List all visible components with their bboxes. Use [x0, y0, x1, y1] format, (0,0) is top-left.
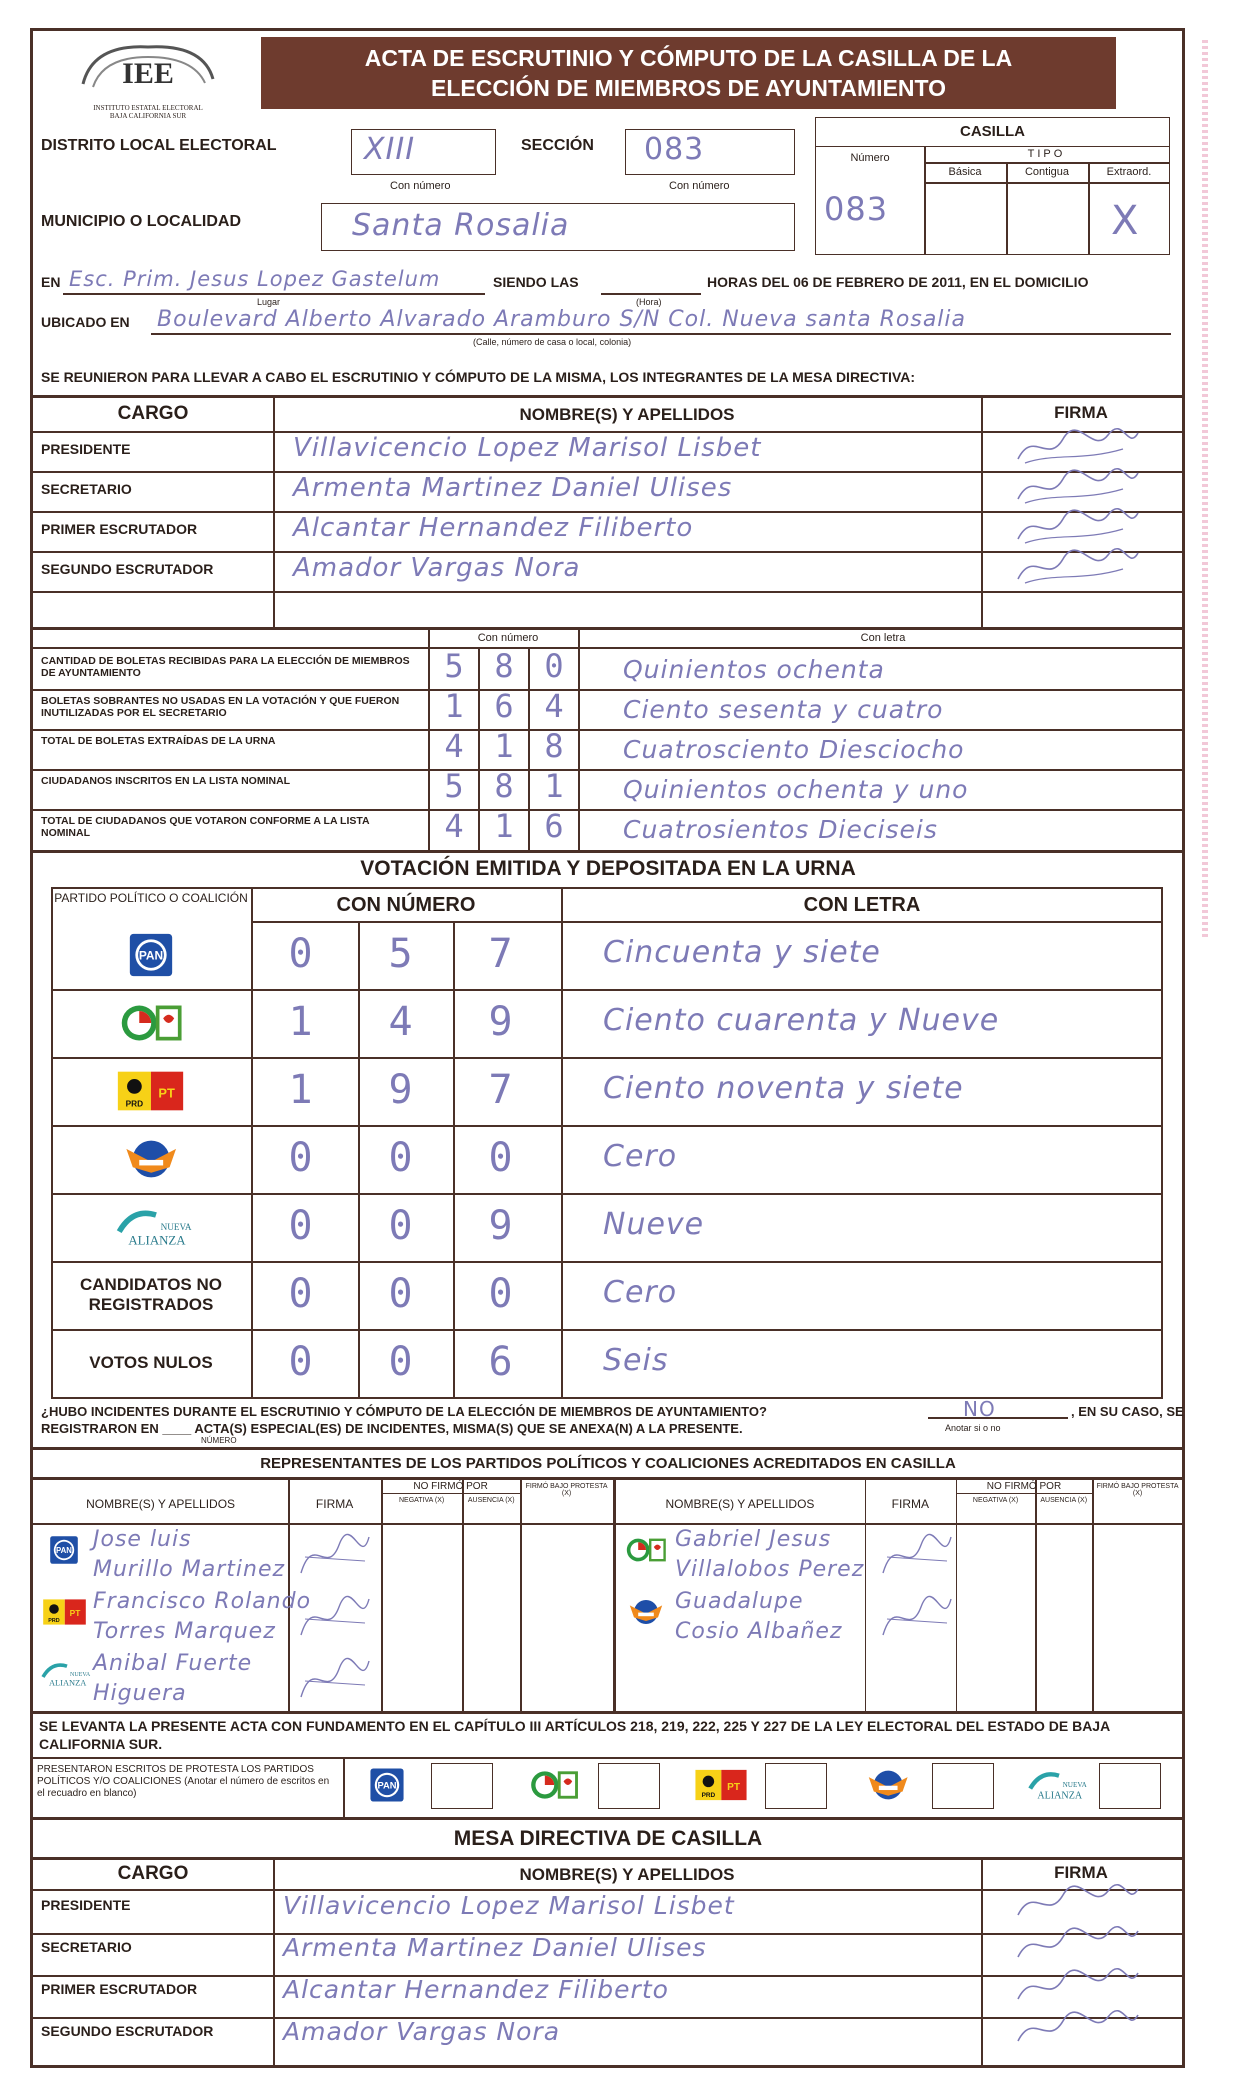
title-line2: ELECCIÓN DE MIEMBROS DE AYUNTAMIENTO [431, 75, 946, 101]
protesta-text: PRESENTARON ESCRITOS DE PROTESTA LOS PARTIDOS POLÍTICOS Y/O COALICIONES (Anotar el número de escritos en el recuadro en blanco) [37, 1764, 330, 1799]
rep-signature-icon [877, 1527, 957, 1588]
rep-nombre-1[interactable]: Gabriel Jesus [675, 1527, 832, 1552]
extraord-mark[interactable]: X [1111, 198, 1140, 244]
votacion-digit[interactable]: 1 [288, 999, 313, 1045]
pan-logo-icon [351, 1767, 423, 1803]
rep-signature-icon [295, 1527, 375, 1588]
votacion-digit[interactable]: 9 [488, 999, 513, 1045]
rep-nombre-h: NOMBRE(S) Y APELLIDOS [665, 1497, 815, 1511]
rep-signature-icon [295, 1589, 375, 1650]
boletas-digit[interactable]: 5 [444, 647, 464, 685]
security-microprint [1202, 40, 1208, 940]
signature-icon [1013, 545, 1143, 594]
svg-text:PAN: PAN [56, 1546, 72, 1555]
pri-verde-logo-icon [110, 1000, 193, 1046]
votacion-letra[interactable]: Cero [603, 1139, 678, 1174]
mesa-bottom-nombre[interactable]: Villavicencio Lopez Marisol Lisbet [283, 1891, 735, 1920]
mesa-top-cargo: PRESIDENTE [41, 441, 131, 457]
rep-nombre-2[interactable]: Villalobos Perez [675, 1557, 865, 1582]
votacion-digit[interactable]: 7 [488, 931, 513, 977]
rep-nombre-2[interactable]: Murillo Martinez [93, 1557, 286, 1582]
convergencia-logo-icon [110, 1136, 193, 1182]
rep-no-firmo-h: NO FIRMÓ POR [986, 1481, 1062, 1492]
rep-nombre-1[interactable]: Francisco Rolando [93, 1589, 312, 1614]
municipio-field[interactable] [321, 203, 795, 251]
svg-text:NUEVA: NUEVA [1062, 1781, 1087, 1790]
boletas-digit[interactable]: 1 [544, 767, 564, 805]
basica-label: Básica [948, 166, 982, 178]
boletas-label: TOTAL DE CIUDADANOS QUE VOTARON CONFORME A LA LISTA NOMINAL [41, 815, 370, 839]
protesta-count-box[interactable] [1099, 1763, 1161, 1809]
incidentes-line1: ¿HUBO INCIDENTES DURANTE EL ESCRUTINIO Y CÓMPUTO DE LA ELECCIÓN DE MIEMBROS DE AYUNTAMIENTO? [41, 1404, 767, 1419]
votacion-partido [51, 921, 251, 989]
rep-nombre-2[interactable]: Cosio Albañez [675, 1619, 843, 1644]
incidentes-line1-end: , EN SU CASO, SE [1071, 1404, 1184, 1419]
votacion-digit[interactable]: 9 [388, 1067, 413, 1113]
boletas-letra[interactable]: Cuatrosientos Dieciseis [623, 815, 938, 844]
acta-form [30, 28, 1185, 2068]
mesa-top-cargo: PRIMER ESCRUTADOR [41, 521, 198, 537]
votacion-partido [51, 1125, 251, 1193]
rep-nombre-2[interactable]: Torres Marquez [93, 1619, 276, 1644]
rep-firma-h: FIRMA [891, 1497, 930, 1511]
votacion-partido [51, 989, 251, 1057]
votacion-digit[interactable]: 0 [288, 1271, 313, 1317]
boletas-numero-h: Con número [477, 632, 539, 644]
logo-text: IEE [122, 57, 174, 90]
votacion-digit[interactable]: 4 [388, 999, 413, 1045]
institute-line1: INSTITUTO ESTATAL ELECTORAL [93, 104, 203, 112]
mesa-bottom-nombre[interactable]: Armenta Martinez Daniel Ulises [283, 1933, 707, 1962]
mesa-top-nombre[interactable]: Armenta Martinez Daniel Ulises [293, 473, 733, 503]
mesa-bottom-nombre[interactable]: Amador Vargas Nora [283, 2017, 561, 2046]
svg-text:PRD: PRD [701, 1792, 716, 1800]
votacion-letra[interactable]: Ciento cuarenta y Nueve [603, 1003, 1000, 1038]
pri-verde-logo-icon [518, 1767, 590, 1803]
votacion-digit[interactable]: 0 [388, 1203, 413, 1249]
svg-text:PT: PT [69, 1608, 80, 1619]
votacion-digit[interactable]: 5 [388, 931, 413, 977]
mesa-bottom-title: MESA DIRECTIVA DE CASILLA [453, 1827, 763, 1850]
rep-ausencia-h: AUSENCIA (X) [467, 1497, 515, 1504]
boletas-letra[interactable]: Quinientos ochenta [623, 655, 885, 684]
prd-pt-logo-icon [35, 1597, 93, 1627]
rep-nombre-1[interactable]: Guadalupe [675, 1589, 804, 1614]
rep-protesta-h: FIRMÓ BAJO PROTESTA (X) [525, 1483, 608, 1497]
distrito-value: XIII [364, 132, 416, 167]
votacion-digit[interactable]: 0 [288, 1135, 313, 1181]
votacion-digit[interactable]: 0 [288, 1339, 313, 1385]
nueva-alianza-logo-icon [110, 1204, 193, 1250]
votacion-letra[interactable]: Cero [603, 1275, 678, 1310]
rep-no-firmo-h: NO FIRMÓ POR [413, 1481, 488, 1492]
votacion-title: VOTACIÓN EMITIDA Y DEPOSITADA EN LA URNA [360, 857, 856, 880]
seccion-label: SECCIÓN [521, 137, 594, 154]
rep-signature-icon [877, 1589, 957, 1650]
svg-text:PT: PT [727, 1782, 741, 1794]
boletas-digit[interactable]: 8 [494, 767, 514, 805]
incidentes-numero-hint: NÚMERO [201, 1436, 237, 1445]
votacion-numero-h: CON NÚMERO [336, 894, 476, 916]
incidentes-answer[interactable]: NO [963, 1397, 996, 1421]
votacion-digit[interactable]: 9 [488, 1203, 513, 1249]
boletas-digit[interactable]: 6 [544, 807, 564, 845]
fundamento-text: SE LEVANTA LA PRESENTE ACTA CON FUNDAMENTO EN EL CAPÍTULO III ARTÍCULOS 218, 219, 222, 225 Y 227 DE LA LEY ELECTORAL DEL ESTADO DE BAJA CALIFORNIA SUR. [39, 1718, 1110, 1752]
boletas-letra[interactable]: Cuatrosciento Diesciocho [623, 735, 965, 764]
seccion-field[interactable] [625, 129, 795, 175]
lugar-value[interactable]: Esc. Prim. Jesus Lopez Gastelum [69, 267, 441, 291]
form-title [261, 37, 1116, 109]
boletas-digit[interactable]: 5 [444, 767, 464, 805]
boletas-digit[interactable]: 6 [494, 687, 514, 725]
boletas-digit[interactable]: 4 [444, 727, 464, 765]
mesa-bottom-cargo: PRESIDENTE [41, 1897, 131, 1913]
protesta-count-box[interactable] [598, 1763, 660, 1809]
mesa-top-nombre[interactable]: Villavicencio Lopez Marisol Lisbet [293, 433, 762, 463]
rep-protesta-h: FIRMÓ BAJO PROTESTA (X) [1096, 1483, 1179, 1497]
votacion-letra[interactable]: Ciento noventa y siete [603, 1071, 964, 1106]
svg-text:NUEVA: NUEVA [160, 1221, 192, 1232]
mesa-top-cargo-h: CARGO [117, 403, 189, 424]
votacion-partido-label: CANDIDATOS NO REGISTRADOS [80, 1275, 222, 1314]
svg-text:PRD: PRD [126, 1099, 144, 1109]
rep-nombre-1[interactable]: Jose luis [93, 1527, 192, 1552]
svg-text:PRD: PRD [47, 1618, 60, 1625]
en-label: EN [41, 274, 61, 290]
boletas-label: TOTAL DE BOLETAS EXTRAÍDAS DE LA URNA [41, 735, 276, 747]
svg-text:ALIANZA: ALIANZA [1036, 1790, 1082, 1802]
numero-label: Número [850, 152, 890, 164]
boletas-label: CIUDADANOS INSCRITOS EN LA LISTA NOMINAL [41, 775, 291, 787]
casilla-label: CASILLA [816, 118, 1169, 147]
boletas-digit[interactable]: 1 [444, 687, 464, 725]
reunion-text: SE REUNIERON PARA LLEVAR A CABO EL ESCRUTINIO Y CÓMPUTO DE LA MISMA, LOS INTEGRANTES DE LA MESA DIRECTIVA: [41, 369, 916, 385]
contigua-label: Contigua [1024, 166, 1070, 178]
boletas-digit[interactable]: 8 [494, 647, 514, 685]
votacion-digit[interactable]: 0 [288, 931, 313, 977]
tipo-label: TIPO [1027, 148, 1066, 160]
representantes-title: REPRESENTANTES DE LOS PARTIDOS POLÍTICOS Y COALICIONES ACREDITADOS EN CASILLA [260, 1455, 956, 1472]
seccion-hint: Con número [669, 180, 730, 192]
siendo-label: SIENDO LAS [493, 274, 579, 290]
mesa-top-nombre[interactable]: Amador Vargas Nora [293, 553, 581, 583]
distrito-hint: Con número [390, 180, 451, 192]
rep-firma-h: FIRMA [315, 1497, 354, 1511]
svg-text:PAN: PAN [377, 1780, 397, 1791]
svg-text:ALIANZA: ALIANZA [49, 1678, 87, 1688]
distrito-label: DISTRITO LOCAL ELECTORAL [41, 137, 277, 154]
incidentes-line2: REGISTRARON EN ____ ACTA(S) ESPECIAL(ES) DE INCIDENTES, MISMA(S) QUE SE ANEXA(N) A LA PRESENTE. [41, 1421, 743, 1436]
rep-nombre-h: NOMBRE(S) Y APELLIDOS [86, 1497, 236, 1511]
votacion-partido-label: VOTOS NULOS [89, 1353, 213, 1372]
boletas-letra-h: Con letra [860, 632, 906, 644]
svg-text:PAN: PAN [138, 948, 164, 963]
convergencia-logo-icon [852, 1767, 924, 1803]
boletas-digit[interactable]: 0 [544, 647, 564, 685]
pan-logo-icon [35, 1535, 93, 1565]
votacion-digit[interactable]: 6 [488, 1339, 513, 1385]
mesa-bottom-nombre[interactable]: Alcantar Hernandez Filiberto [283, 1975, 669, 2004]
rep-signature-icon [295, 1651, 375, 1712]
votacion-digit[interactable]: 0 [488, 1271, 513, 1317]
mesa-bottom-cargo: SEGUNDO ESCRUTADOR [41, 2023, 214, 2039]
boletas-digit[interactable]: 8 [544, 727, 564, 765]
boletas-digit[interactable]: 4 [444, 807, 464, 845]
svg-text:ALIANZA: ALIANZA [127, 1233, 186, 1248]
svg-text:PT: PT [158, 1085, 176, 1101]
lugar-hint: Lugar [257, 297, 281, 307]
votacion-digit[interactable]: 1 [288, 1067, 313, 1113]
casilla-numero[interactable]: 083 [824, 190, 889, 228]
domicilio-hint: (Calle, número de casa o local, colonia) [473, 337, 632, 347]
votacion-letra[interactable]: Nueve [603, 1207, 705, 1242]
protesta-count-box[interactable] [765, 1763, 827, 1809]
boletas-digit[interactable]: 1 [494, 807, 514, 845]
mesa-bottom-cargo-h: CARGO [117, 1863, 189, 1884]
mesa-top-nombre[interactable]: Alcantar Hernandez Filiberto [293, 513, 694, 543]
boletas-letra[interactable]: Ciento sesenta y cuatro [623, 695, 944, 724]
rep-negativa-h: NEGATIVA (X) [398, 1497, 445, 1504]
seccion-value: 083 [644, 132, 705, 167]
votacion-letra-h: CON LETRA [803, 894, 921, 916]
hora-hint: (Hora) [636, 297, 662, 307]
votacion-digit[interactable]: 0 [388, 1135, 413, 1181]
votacion-partido [51, 1329, 251, 1397]
votacion-digit[interactable]: 0 [288, 1203, 313, 1249]
iee-logo-icon [73, 39, 223, 99]
mesa-bottom-nombre-h: NOMBRE(S) Y APELLIDOS [519, 1865, 735, 1884]
incidentes-anotar-hint: Anotar si o no [945, 1423, 1001, 1433]
nueva-alianza-logo-icon [1019, 1767, 1091, 1803]
votacion-partido [51, 1193, 251, 1261]
municipio-label: MUNICIPIO O LOCALIDAD [41, 213, 241, 230]
votacion-partido [51, 1057, 251, 1125]
prd-pt-logo-icon [110, 1068, 193, 1114]
mesa-bottom-cargo: SECRETARIO [41, 1939, 132, 1955]
mesa-top-cargo: SEGUNDO ESCRUTADOR [41, 561, 214, 577]
votacion-letra[interactable]: Seis [603, 1343, 669, 1378]
municipio-value: Santa Rosalia [352, 208, 570, 243]
domicilio-value[interactable]: Boulevard Alberto Alvarado Aramburo S/N Col. Nueva santa Rosalia [157, 307, 967, 332]
fecha-text: HORAS DEL 06 DE FEBRERO DE 2011, EN EL DOMICILIO [707, 274, 1089, 290]
mesa-top-cargo: SECRETARIO [41, 481, 132, 497]
protesta-count-box[interactable] [932, 1763, 994, 1809]
rep-nombre-2[interactable]: Higuera [93, 1681, 187, 1706]
protesta-count-box[interactable] [431, 1763, 493, 1809]
boletas-label: BOLETAS SOBRANTES NO USADAS EN LA VOTACIÓN Y QUE FUERON INUTILIZADAS POR EL SECRETARIO [41, 695, 400, 719]
mesa-bottom-firma-h: FIRMA [1054, 1863, 1108, 1882]
votacion-partido-h: PARTIDO POLÍTICO O COALICIÓN [54, 891, 248, 905]
rep-ausencia-h: AUSENCIA (X) [1040, 1497, 1088, 1504]
extraord-label: Extraord. [1106, 166, 1152, 178]
mesa-top-nombre-h: NOMBRE(S) Y APELLIDOS [519, 405, 735, 424]
boletas-label: CANTIDAD DE BOLETAS RECIBIDAS PARA LA ELECCIÓN DE MIEMBROS DE AYUNTAMIENTO [41, 655, 410, 679]
iee-logo [73, 39, 223, 119]
pri-verde-logo-icon [617, 1535, 675, 1565]
signature-icon [1013, 2007, 1143, 2056]
casilla-box [815, 117, 1170, 255]
votacion-partido [51, 1261, 251, 1329]
votacion-digit[interactable]: 0 [488, 1135, 513, 1181]
rep-nombre-1[interactable]: Anibal Fuerte [93, 1651, 253, 1676]
convergencia-logo-icon [617, 1597, 675, 1627]
title-line1: ACTA DE ESCRUTINIO Y CÓMPUTO DE LA CASILLA DE LA [364, 45, 1013, 71]
mesa-top-firma-h: FIRMA [1054, 403, 1108, 422]
rep-negativa-h: NEGATIVA (X) [972, 1497, 1019, 1504]
boletas-digit[interactable]: 1 [494, 727, 514, 765]
nueva-alianza-logo-icon [35, 1659, 93, 1689]
distrito-field[interactable] [351, 129, 496, 175]
institute-line2: BAJA CALIFORNIA SUR [109, 112, 187, 120]
ubicado-label: UBICADO EN [41, 314, 130, 330]
votacion-digit[interactable]: 0 [388, 1339, 413, 1385]
svg-text:NUEVA: NUEVA [70, 1671, 91, 1678]
pan-logo-icon [110, 932, 193, 978]
votacion-letra[interactable]: Cincuenta y siete [603, 935, 881, 970]
boletas-digit[interactable]: 4 [544, 687, 564, 725]
mesa-bottom-cargo: PRIMER ESCRUTADOR [41, 1981, 198, 1997]
boletas-letra[interactable]: Quinientos ochenta y uno [623, 775, 969, 804]
votacion-digit[interactable]: 7 [488, 1067, 513, 1113]
prd-pt-logo-icon [685, 1767, 757, 1803]
votacion-digit[interactable]: 0 [388, 1271, 413, 1317]
